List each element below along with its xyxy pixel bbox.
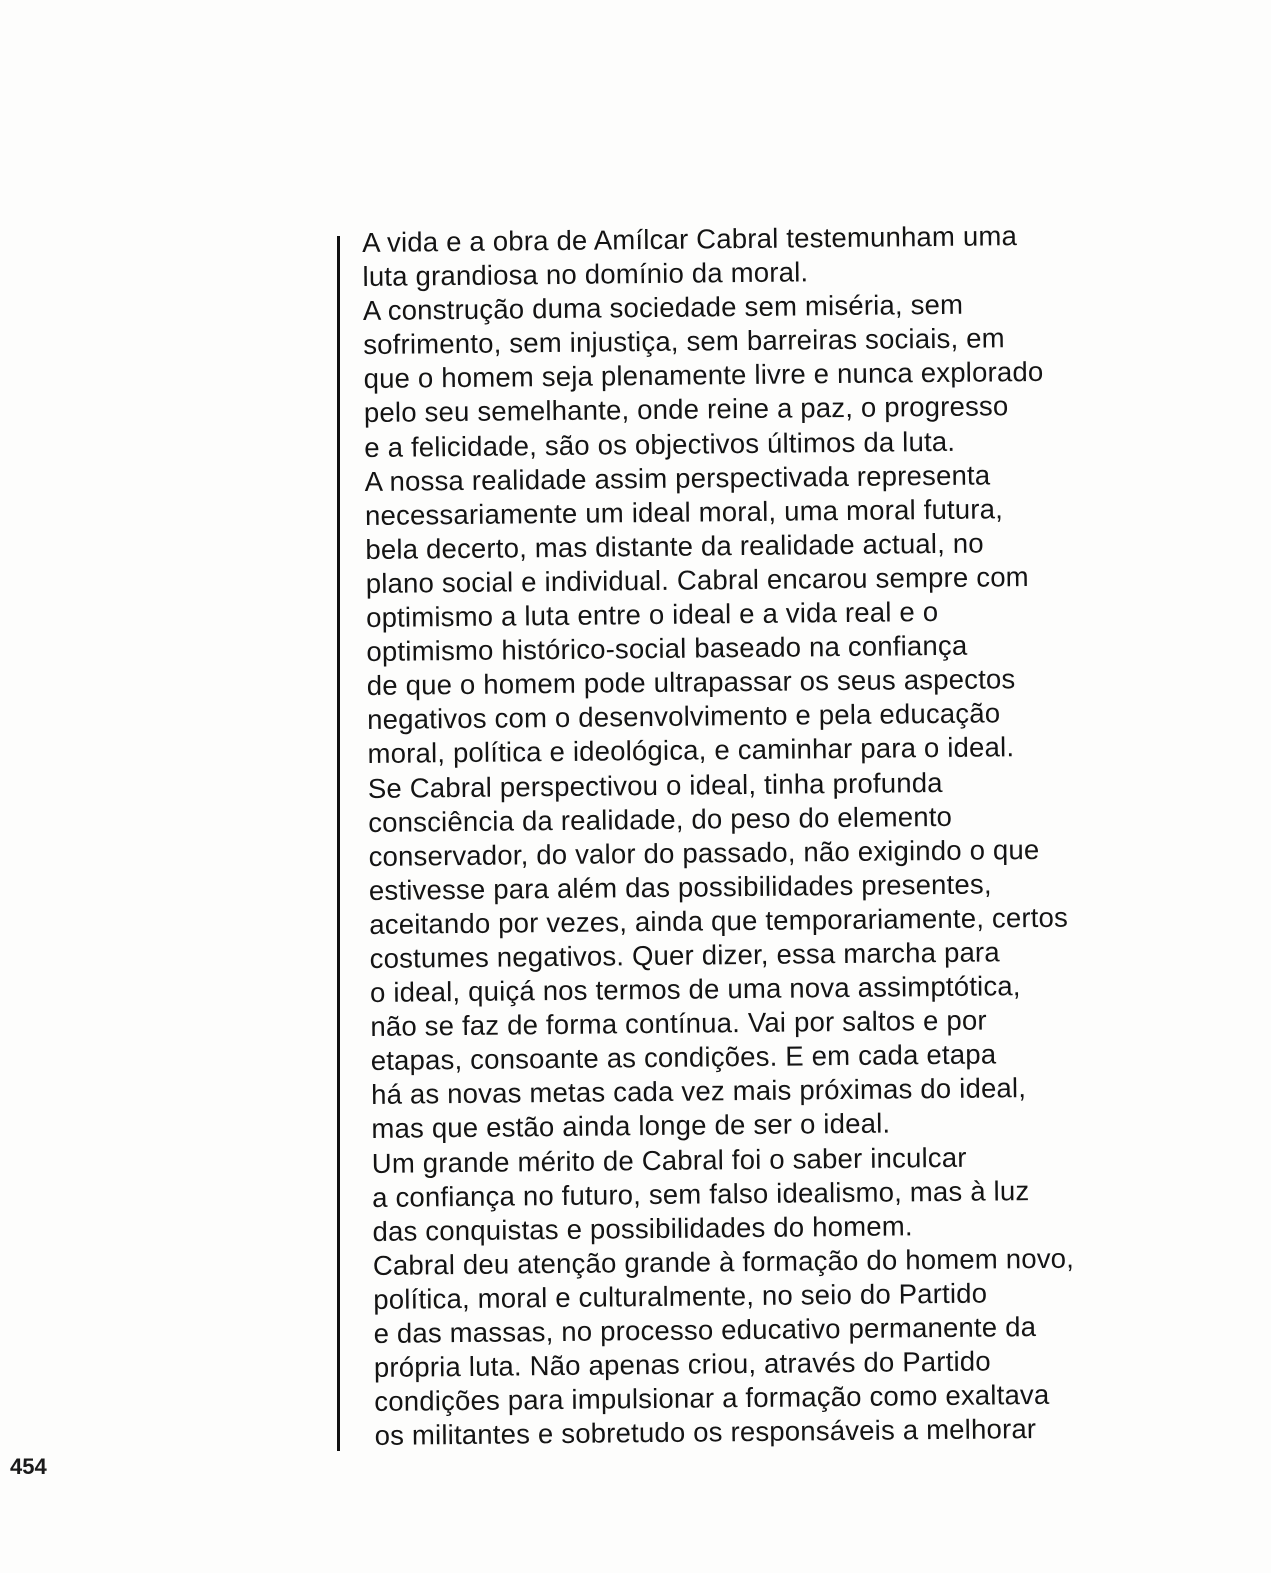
text-line: consciência da realidade, do peso do elemento [368,800,953,838]
text-line: que o homem seja plenamente livre e nunca explorado [363,356,1044,395]
text-line: própria luta. Não apenas criou, através do Partido [373,1345,991,1384]
text-line: etapas, consoante as condições. E em cada etapa [370,1038,997,1077]
text-line: A construção duma sociedade sem miséria, sem [362,288,964,327]
text-line: luta grandiosa no domínio da moral. [362,256,809,293]
text-line: e das massas, no processo educativo permanente da [373,1311,1037,1349]
text-line: Cabral deu atenção grande à formação do homem novo, [372,1242,1075,1281]
text-line: moral, política e ideológica, e caminhar para o ideal. [367,731,1015,770]
text-line: mas que estão ainda longe de ser o ideal. [371,1107,891,1145]
text-line: condições para impulsionar a formação como exaltava [374,1379,1050,1418]
text-line: necessariamente um ideal moral, uma moral futura, [364,493,1004,531]
margin-vertical-rule [337,236,340,1451]
text-line: plano social e individual. Cabral encarou sempre com [365,560,1029,599]
text-line: conservador, do valor do passado, não exigindo o que [368,833,1040,872]
text-line: a confiança no futuro, sem falso idealismo, mas à luz [372,1174,1030,1213]
text-line: estivesse para além das possibilidades presentes, [368,868,992,906]
text-line: pelo seu semelhante, onde reine a paz, o progresso [363,390,1009,429]
text-line: não se faz de forma contínua. Vai por saltos e por [370,1004,987,1043]
text-line: A nossa realidade assim perspectivada representa [364,459,991,497]
page-number: 454 [10,1454,47,1479]
text-line: optimismo a luta entre o ideal e a vida real e o [365,596,939,634]
text-line: optimismo histórico-social baseado na confiança [366,629,968,668]
text-line: o ideal, quiçá nos termos de uma nova assimptótica, [369,970,1021,1009]
body-text [362,217,1245,1453]
text-line: Se Cabral perspectivou o ideal, tinha profunda [367,766,943,804]
text-line: A vida e a obra de Amílcar Cabral testemunham uma [362,220,1018,258]
text-line: aceitando por vezes, ainda que temporariamente, certos [369,901,1069,940]
text-line: bela decerto, mas distante da realidade actual, no [365,527,984,565]
text-line: Um grande mérito de Cabral foi o saber inculcar [371,1141,967,1179]
text-line: de que o homem pode ultrapassar os seus aspectos [366,663,1016,702]
text-line: costumes negativos. Quer dizer, essa marcha para [369,936,1000,974]
text-line: das conquistas e possibilidades do homem. [372,1210,913,1247]
text-line: política, moral e culturalmente, no seio do Partido [373,1277,988,1315]
text-line: os militantes e sobretudo os responsáveis a melhorar [374,1413,1037,1452]
text-line: sofrimento, sem injustiça, sem barreiras sociais, em [363,322,1005,361]
text-line: há as novas metas cada vez mais próximas do ideal, [370,1072,1027,1111]
text-line: e a felicidade, são os objectivos últimos da luta. [364,425,956,463]
text-line: negativos com o desenvolvimento e pela educação [367,697,1001,736]
